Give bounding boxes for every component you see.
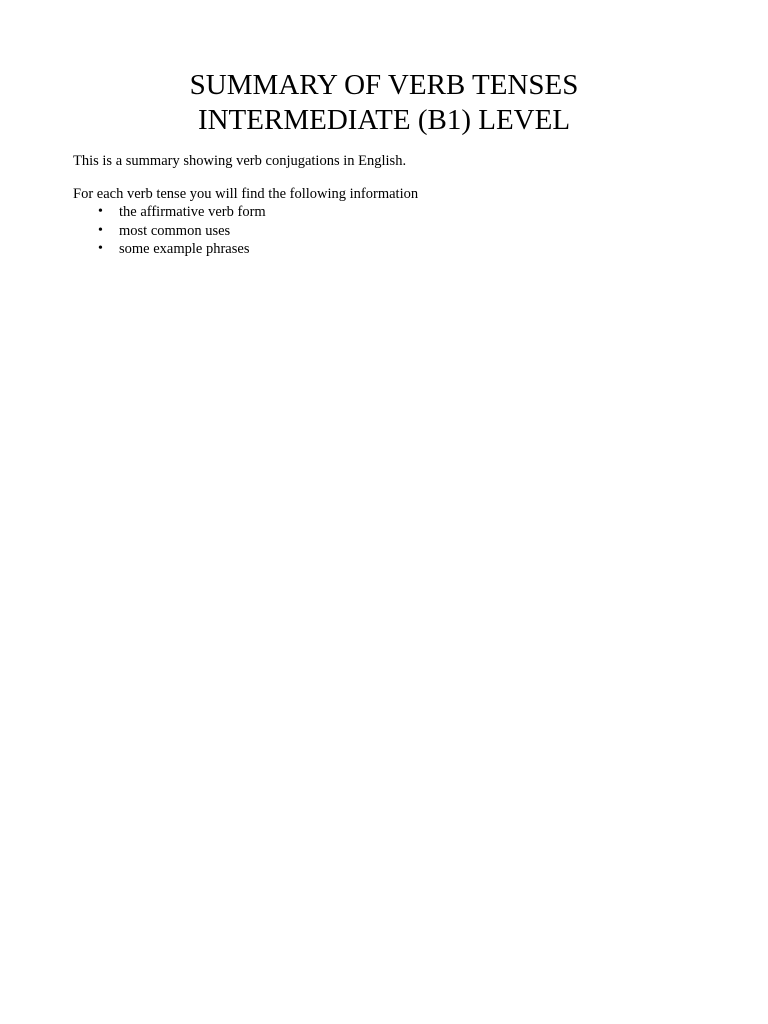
list-item-text: some example phrases <box>119 241 250 257</box>
bullet-icon: • <box>98 222 103 238</box>
list-item <box>73 222 266 241</box>
list-item-text: most common uses <box>119 222 231 239</box>
document-title <box>0 68 768 138</box>
list-item-text: the affirmative verb form <box>119 204 266 220</box>
list-item <box>73 240 266 259</box>
bullet-icon: • <box>98 204 103 219</box>
intro-paragraph: This is a summary showing verb conjugations in English. <box>73 153 407 169</box>
info-bullet-list <box>73 203 266 259</box>
title-line-2: INTERMEDIATE (B1) LEVEL <box>197 104 571 136</box>
lead-paragraph: For each verb tense you will find the following information <box>73 186 419 202</box>
bullet-icon: • <box>98 241 103 256</box>
list-item <box>73 203 266 222</box>
title-line-1: SUMMARY OF VERB TENSES <box>189 69 579 101</box>
